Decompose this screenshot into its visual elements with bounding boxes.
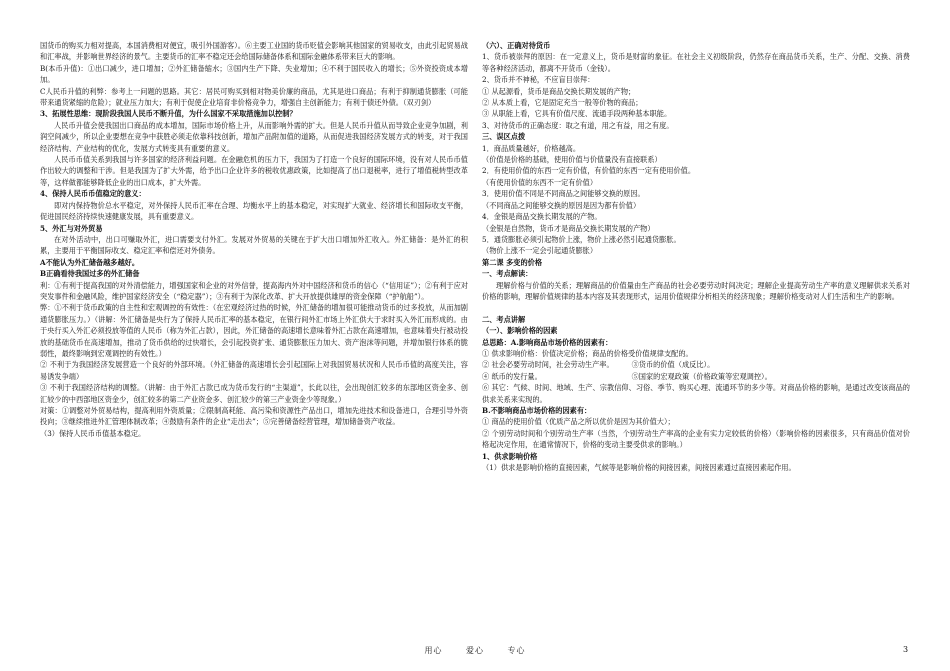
paragraph: 在对外活动中，出口可赚取外汇，进口需要支付外汇。发展对外贸易的关键在于扩大出口增加外汇收入。外汇储备：是外汇的积累，主要用于平衡国际收支、稳定汇率和偿还对外债务。: [40, 234, 468, 256]
paragraph: （不同商品之间能够交换的原因是因为都有价值）: [482, 200, 641, 210]
paragraph: 对策：①调整对外贸易结构，提高利用外资质量；②限制高耗能、高污染和资源性产品出口，增加先进技术和设备进口，合理引导外资投向；③继续推进外汇管理体制改革；④鼓励有条件的企业“走出去”；⑤完善储备经营管理，增加储备资产收益。: [40, 406, 468, 427]
paragraph: 3、对待货币的正确态度：取之有道，用之有益，用之有度。: [482, 120, 674, 130]
paragraph: 即对内保持物价总水平稳定，对外保持人民币汇率在合理、均衡水平上的基本稳定，对实现扩大就业、经济增长和国际收支平衡，促进国民经济持续快速健康发展，具有重要意义。: [40, 200, 468, 222]
paragraph: A不能认为外汇储备越多越好。: [40, 257, 140, 267]
paragraph: ③ 从职能上看，它具有价值尺度、流通手段两种基本职能。: [482, 109, 672, 119]
paragraph: 4、保持人民币币值稳定的意义：: [40, 189, 146, 199]
paragraph: 2、货币并不神秘，不应盲目崇拜：: [482, 75, 595, 85]
paragraph: （1）供求是影响价格的直接因素，气候等是影响价格的间接因素，间接因素通过直接因素起作用。: [482, 463, 796, 473]
paragraph: （金银是自然物，货币才是商品交换长期发展的产物）: [482, 223, 655, 233]
paragraph: B(本币升值)：①出口减少，进口增加；②外汇储备缩水；③国内生产下降、失业增加；④不利于国民收入的增长；⑤外资投资成本增加。: [40, 63, 468, 85]
paragraph: （有使用价值的东西不一定有价值）: [482, 177, 598, 187]
paragraph: 弊：①不利于货币政策的自主性和宏观调控的有效性：（在宏观经济过热的时候，外汇储备的增加很可能推动货币的过多投放，从而加剧通货膨胀压力。）（讲解：外汇储备是央行为了保持人民币汇率的基本稳定，在银行间外汇市场上外汇供大于求时买入外汇而形成的。由于央行买入外汇必须投放等值的人民币（称为外汇占款），因此，外汇储备的高速增长意味着外汇占款在高速增加，也意味着央行被动投放的基础货币在高速增加，推动了货币供给的过快增长，会引起投资扩张、通货膨胀压力加大、资产泡沫等问题，并增加银行体系的脆弱性，最终影响到宏观调控的有效性。）: [40, 303, 468, 358]
paragraph: （六）、正确对待货币: [482, 41, 551, 50]
paragraph: ② 个别劳动时间和个别劳动生产率（当然，个别劳动生产率高的企业有实力定较低的价格）（影响价格的因素很多，只有商品价值对价格起决定作用，在通常情况下，价格的变动主要受供求的影响。）: [482, 428, 910, 450]
paragraph: 3．使用价值不同是不同商品之间能够交换的原因。: [482, 189, 645, 199]
footer-text-1: 用心: [424, 646, 443, 655]
paragraph: 1．商品质量越好，价格越高。: [482, 143, 581, 153]
paragraph: ① 商品的使用价值（优质产品之所以优价是因为其价值大）；: [482, 417, 675, 427]
paragraph: ② 社会必要劳动时间，社会劳动生产率。 ③货币的价值（成反比）。: [482, 360, 715, 370]
page-number: 3: [903, 645, 909, 654]
paragraph: 二、考点讲解: [482, 314, 526, 324]
paragraph: （3）保持人民币币值基本稳定。: [40, 428, 146, 438]
paragraph: 5、外汇与对外贸易: [40, 223, 103, 233]
right-column: [482, 40, 910, 473]
paragraph: ① 从起源看，货币是商品交换长期发展的产物；: [482, 86, 636, 96]
paragraph: 人民币升值会使我国出口商品的成本增加，国际市场价格上升，从而影响外需的扩大。但是人民币升值从而导致企业竞争加剧，利润空间减少，所以企业要想在竞争中获胜必须走依靠科技创新，增加产品附加值的道路，从而促进我国经济发展方式的转变，对于我国经济结构、产业结构的优化，发展方式转变具有重要的意义。: [40, 120, 468, 153]
paragraph: 2．有使用价值的东西一定有价值，有价值的东西一定有使用价值。: [482, 166, 696, 176]
paragraph: 三、误区点拨: [482, 132, 526, 142]
paragraph: 3、拓展性思维：现阶段我国人民币不断升值，为什么国家不采取措施加以控制？: [40, 109, 297, 119]
footer-text-3: 专心: [507, 646, 526, 655]
paragraph: 国货币的购买力相对提高，本国消费相对便宜，吸引外国游客）。⑥主要工业国的货币贬值会影响其他国家的贸易收支，由此引起贸易战和汇率战，并影响世界经济的景气。主要货币的汇率不稳定还会给国际储备体系和国际金融体系带来巨大的影响。: [40, 41, 468, 62]
paragraph: （价值是价格的基础，使用价值与价值量没有直接联系）: [482, 155, 662, 165]
paragraph: ③ 不利于我国经济结构的调整。（讲解：由于外汇占款已成为货币发行的“主渠道”，长此以往，会出现创汇较多的东部地区资金多、创汇较少的中西部地区资金少，创汇较多的第二产业资金多、创汇较少的第三产业资金少等现象。）: [40, 383, 468, 404]
paragraph: 第二课 多变的价格: [482, 257, 543, 267]
paragraph: [482, 302, 910, 313]
page-footer: [0, 645, 950, 656]
paragraph: B.不影响商品市场价格的因素有：: [482, 406, 592, 415]
paragraph: 总思路：A.影响商品市场价格的因素有：: [482, 337, 613, 347]
footer-text-2: 爱心: [466, 646, 484, 655]
paragraph: 利：①有利于提高我国的对外清偿能力，增强国家和企业的对外信誉，提高海内外对中国经济和货币的信心（“信用证”）；②有利于应对突发事件和金融风险，维护国家经济安全（“稳定器”）；③有利于为深化改革、扩大开放提供雄厚的资金保障（“护航船”）。: [40, 280, 468, 301]
paragraph: 5．通货膨胀必须引起物价上涨，物价上涨必然引起通货膨胀。: [482, 234, 681, 244]
paragraph: ② 不利于为我国经济发展营造一个良好的外部环境。（外汇储备的高速增长会引起国际上对我国贸易状况和人民币币值的高度关注，容易诱发争端）: [40, 360, 468, 381]
paragraph: 4．金银是商品交换长期发展的产物。: [482, 212, 602, 222]
paragraph: ① 供求影响价格：价值决定价格；商品的价格受价值规律支配的。: [482, 348, 693, 358]
paragraph: 理解价格与价值的关系；理解商品的价值量由生产商品的社会必要劳动时间决定；理解企业提高劳动生产率的意义理解供求关系对价格的影响，理解价值规律的基本内容及其表现形式，运用价值规律分析相关的经济现象；理解价格变动对人们生活和生产的影响。: [482, 280, 910, 301]
paragraph: （物价上涨不一定会引起通货膨胀）: [482, 246, 598, 256]
paragraph: C人民币升值的利弊：参考上一问题的思路。其它：居民可购买到相对物美价廉的商品，尤其是进口商品；有利于抑制通货膨胀（可能带来通货紧缩的危险）；就业压力加大；有利于促使企业培育非价格竞争力，增强自主创新能力；有利于债还外债。（双刃剑）: [40, 86, 468, 108]
left-column: [40, 40, 468, 439]
paragraph: ⑥ 其它：气候、时间、地域、生产、宗教信仰、习俗、季节、购买心理、流通环节的多少等。对商品价格的影响，是通过改变该商品的供求关系来实现的。: [482, 383, 910, 404]
paragraph: 1、供求影响价格: [482, 451, 538, 461]
paragraph: 人民币币值关系到我国与许多国家的经济利益问题。在金融危机的压力下，我国为了打造一个良好的国际环境，没有对人民币币值作出较大的调整和干涉。但是我国为了扩大外需，给予出口企业许多的税收优惠政策，比如提高了出口退税率，进行了增值税转型改革等，这样做都能够降低企业的出口成本，扩大外需。: [40, 155, 468, 187]
paragraph: 1、货币被崇拜的原因：在一定意义上，货币是财富的象征。在社会主义初级阶段，仍然存在商品货币关系，生产、分配、交换、消费等各种经济活动，都离不开货币（金钱）。: [482, 52, 910, 73]
paragraph: （一）、影响价格的因素: [482, 326, 558, 336]
paragraph: ② 从本质上看，它是固定充当一般等价物的商品；: [482, 98, 643, 108]
paragraph: B正确看待我国过多的外汇储备: [40, 269, 140, 279]
paragraph: 一、考点解读：: [482, 269, 533, 279]
paragraph: ④ 纸币的发行量。 ⑤国家的宏观政策（价格政策等宏观调控）。: [482, 371, 772, 381]
